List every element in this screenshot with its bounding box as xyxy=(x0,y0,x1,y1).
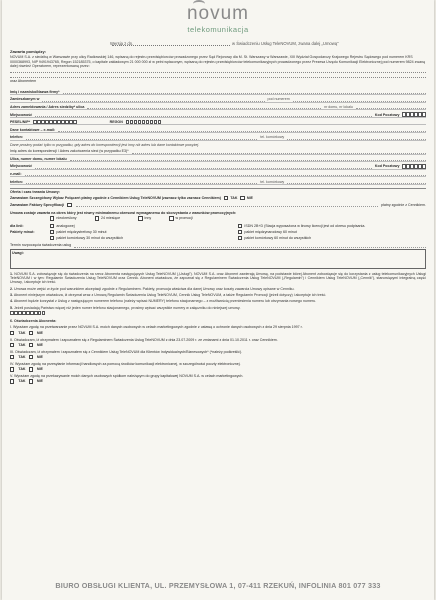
city-label: Miejscowość xyxy=(10,112,33,117)
consent-options xyxy=(10,331,426,335)
start-date-row xyxy=(10,240,426,248)
checkbox-icon[interactable] xyxy=(10,367,14,371)
analog-label: analogowej xyxy=(56,224,75,229)
yes-label: TAK xyxy=(18,367,26,372)
package-mobile-30[interactable] xyxy=(50,236,238,240)
clause-number: 2. xyxy=(10,286,13,291)
email-field[interactable] xyxy=(58,127,426,132)
checkbox-icon[interactable] xyxy=(50,236,54,240)
checkbox-icon[interactable] xyxy=(10,379,14,383)
corr-street-row xyxy=(10,155,426,163)
checkbox-icon[interactable] xyxy=(169,216,173,220)
corr-tel-field[interactable] xyxy=(26,179,257,184)
checkbox-icon[interactable] xyxy=(10,343,14,347)
contract-title: w Świadczeniu Usług TeleNOVUM, zwana dalej „Umową” xyxy=(232,41,339,46)
clauses-section xyxy=(10,272,426,384)
corr-city-row xyxy=(10,162,426,170)
consent-text: III. Oświadczam, iż otrzymałem i zapoznałem się z Cennikiem Usług TeleNOVUM dla Klientów Indywidualnych/Biznesowych* (*należy podkreślić). xyxy=(10,349,243,354)
no-label: NIE xyxy=(36,342,43,347)
consent-options xyxy=(10,367,426,371)
yes-label: TAK xyxy=(18,330,26,335)
no-label: NIE xyxy=(36,330,43,335)
clause-text: Umowa może wejść w życie pod warunkiem akceptacji zgodnie z Regulaminem. Pakiety, promocja właściwa dla danej Umowy oraz koszty zawarcia Umowy opisane w Cenniku. xyxy=(14,286,295,291)
term-options xyxy=(10,215,426,222)
corr-address-label: Imię adres do korespondencji / Adres zakończenia sieci (w przypadku E3)* xyxy=(10,149,129,154)
clause-number: 3. xyxy=(10,292,13,297)
package-intercity[interactable] xyxy=(50,230,238,234)
version-field[interactable] xyxy=(112,41,230,46)
clause-6 xyxy=(10,319,426,323)
term-24[interactable] xyxy=(95,216,121,220)
house-label: nr domu, nr lokalu xyxy=(324,104,353,109)
clause-text: Abonent niniejszym oświadcza, iż otrzymał wraz z Umową Regulamin Świadczenia Usług TeleNOVUM, Cennik Usług TeleNOVUM, a także Regulamin Promocji (jeżeli dotyczy) i akceptuje ich treść. xyxy=(13,292,327,297)
corr-street-field[interactable] xyxy=(70,156,426,161)
street-label: Ulica, numer domu, numer lokalu xyxy=(10,156,67,161)
checkbox-icon[interactable] xyxy=(50,216,54,220)
clause-text: Oświadczenia Abonenta: xyxy=(14,318,57,323)
package-international-label: pakiet międzynarodowy 60 minut xyxy=(244,229,297,234)
checkbox-icon[interactable] xyxy=(240,196,244,200)
consent-5 xyxy=(10,374,426,384)
clause-text: Abonent będzie korzystał z Usług z następującym numerem telefonu (należy wpisać NUMERY) telefonu stacjonarnego – z możliwością przeniesienia numeru lub otrzymania nowego numeru. xyxy=(13,299,317,304)
consent-2 xyxy=(10,338,426,348)
consent-1 xyxy=(10,325,426,335)
address-label: Adres zameldowania / Adres siedziby* ulica xyxy=(10,104,85,109)
checkbox-icon[interactable] xyxy=(29,367,33,371)
clause-5 xyxy=(10,306,426,310)
checkbox-icon[interactable] xyxy=(29,355,33,359)
name-field[interactable] xyxy=(63,89,426,94)
term-heading: Umowa zostaje zawarta na okres który jest równy minimalnemu okresowi wymaganemu do skorzystania z warunków promocyjnych: xyxy=(10,210,237,215)
checkbox-icon[interactable] xyxy=(67,203,71,207)
regon-boxes[interactable] xyxy=(126,120,161,124)
corr-phone-row xyxy=(10,177,426,185)
header xyxy=(2,0,434,38)
corr-postal-boxes[interactable] xyxy=(402,164,426,168)
checkbox-icon[interactable] xyxy=(238,236,242,240)
corr-postal-label: Kod Pocztowy xyxy=(374,164,400,169)
package-mobile-30-label: pakiet komórkowy 30 minut do wszystkich xyxy=(56,235,124,240)
checkbox-icon[interactable] xyxy=(238,224,242,228)
checkbox-icon[interactable] xyxy=(138,216,142,220)
mobile-label: tel. komórkowy xyxy=(260,135,285,140)
contract-page xyxy=(2,0,434,600)
footer-address: BIURO OBSŁUGI KLIENTA, UL. PRZEMYSŁOWA 1, 07-411 RZEKUŃ, INFOLINIA 801 077 333 xyxy=(55,581,381,590)
clause-1 xyxy=(10,272,426,285)
clause-number: 1. xyxy=(10,271,13,276)
itemized-bill-row xyxy=(10,195,426,202)
consent-3 xyxy=(10,350,426,360)
package-intercity-label: pakiet międzystrefowy 30 minut xyxy=(56,229,107,234)
line-type-label: dla linii: xyxy=(10,224,24,228)
term-24-label: 24 miesiące xyxy=(100,216,121,221)
street-field[interactable] xyxy=(87,104,321,109)
term-other-label: inny xyxy=(144,216,152,221)
corr-city-label: Miejscowość xyxy=(10,164,33,169)
correspondence-instruction: Dane prosimy podać tylko w przypadku, gdy adres do korespondencji jest inny niż adres lub dane kontaktowe powyżej. xyxy=(10,142,200,147)
yes-label: TAK xyxy=(18,342,26,347)
start-date-label: Termin rozpoczęcia świadczenia usług xyxy=(10,243,72,248)
representative-field-2[interactable] xyxy=(10,74,426,78)
clause-3 xyxy=(10,293,426,297)
checkbox-icon[interactable] xyxy=(10,355,14,359)
clause-text: Jeżeli posiadają Państwo więcej niż jeden numer telefonu stacjonarnego, prosimy wpisać wszystkie numery w załączniku do niniejszej umowy. xyxy=(14,305,241,310)
offer-section xyxy=(10,188,426,269)
corr-mobile-label: tel. komórkowy xyxy=(260,179,285,184)
term-other[interactable] xyxy=(138,216,151,220)
no-label: NIE xyxy=(36,379,43,384)
logo-arc-icon xyxy=(193,0,205,8)
package-label-2 xyxy=(10,236,50,240)
pesel-label: PESEL/NIP* xyxy=(10,120,31,125)
itemized-no[interactable] xyxy=(240,196,252,200)
phone-number-boxes[interactable] xyxy=(10,311,45,315)
postal-code-boxes[interactable] xyxy=(402,112,426,116)
package-mobile-60[interactable] xyxy=(238,236,426,240)
logo-tagline: telekomunikacja xyxy=(187,25,249,34)
corr-email-label: e-mail: xyxy=(10,172,22,177)
yes-label: TAK xyxy=(230,196,238,201)
consent-options xyxy=(10,379,426,383)
checkbox-icon[interactable] xyxy=(29,331,33,335)
corr-email-field[interactable] xyxy=(25,171,426,176)
itemized-bill-label: Zamawiam Szczegółowy Wykaz Połączeń płatny zgodnie z Cennikiem Usług TeleNOVUM (zaznacz tylko zaznacz Cennikiem) xyxy=(10,196,221,201)
phone-row xyxy=(10,133,426,141)
corr-address-field[interactable] xyxy=(132,149,426,154)
number-label: pod numerem xyxy=(267,97,290,102)
contact-label: Dane kontaktowe – e-mail: xyxy=(10,127,56,132)
checkbox-icon[interactable] xyxy=(95,216,99,220)
checkbox-icon[interactable] xyxy=(29,343,33,347)
clause-number: 4. xyxy=(10,299,13,304)
yes-label: TAK xyxy=(18,355,26,360)
checkbox-icon[interactable] xyxy=(50,224,54,228)
consent-options xyxy=(10,355,426,359)
mobile-field[interactable] xyxy=(287,135,426,140)
consent-4 xyxy=(10,362,426,372)
checkbox-icon[interactable] xyxy=(238,230,242,234)
invoice-row xyxy=(10,202,426,209)
offer-heading: Oferta i czas trwania Umowy: xyxy=(10,190,60,195)
logo-text: novum xyxy=(186,3,250,24)
tel-label: telefon: xyxy=(10,135,23,140)
notes-box[interactable] xyxy=(10,249,426,269)
term-promo-label: w promocji xyxy=(175,216,193,221)
no-label: NIE xyxy=(246,196,253,201)
name-row xyxy=(10,87,426,95)
pesel-row xyxy=(10,118,426,126)
party-intro: Zawarta pomiędzy: xyxy=(10,49,47,54)
isdn-label: ISDN 2B+D (Stacja wyposażona w linowy licencji jest od okresu podpisania. xyxy=(244,224,366,229)
corr-city-field[interactable] xyxy=(35,164,372,169)
notes-label: Uwagi: xyxy=(12,250,24,255)
contact-row xyxy=(10,125,426,133)
form-content xyxy=(10,50,426,384)
residence-row xyxy=(10,95,426,103)
itemized-yes[interactable] xyxy=(224,196,238,200)
invoice-field[interactable] xyxy=(76,203,379,207)
no-label: NIE xyxy=(36,355,43,360)
term-indefinite[interactable] xyxy=(50,216,77,220)
checkbox-icon[interactable] xyxy=(50,230,54,234)
checkbox-icon[interactable] xyxy=(10,331,14,335)
regon-label: REGON xyxy=(109,120,123,125)
analog-option[interactable] xyxy=(50,224,238,228)
corr-tel-label: telefon: xyxy=(10,179,23,184)
clause-2 xyxy=(10,287,426,291)
start-date-field[interactable] xyxy=(74,243,426,248)
address-row xyxy=(10,103,426,111)
residence-label: Zamieszkanym w xyxy=(10,97,40,102)
clause-number: 6. xyxy=(10,318,13,323)
novum-logo xyxy=(187,4,249,23)
yes-label: TAK xyxy=(18,379,26,384)
tel-field[interactable] xyxy=(26,135,257,140)
clause-number: 5. xyxy=(10,305,13,310)
and-subscriber-label: oraz Abonentem xyxy=(10,79,37,84)
package-label: Pakiety minut: xyxy=(10,229,35,234)
version-label: Wersja z dn. xyxy=(110,41,134,46)
number-field[interactable] xyxy=(293,97,426,102)
house-field[interactable] xyxy=(356,104,426,109)
consent-text: V. Wyrażam zgodę na przekazywanie moich danych osobowych spółkom należącym do grupy kapitałowej NOVUM S.A. w celach marketingowych. xyxy=(10,374,244,379)
corr-email-row xyxy=(10,170,426,178)
consent-text: I. Wyrażam zgodę na przetwarzanie przez NOVUM S.A. moich danych osobowych w celach marketingowych zgodnie z ustawą o ochronie danych osobowych z dnia 29 sierpnia 1997 r. xyxy=(10,325,303,330)
package-mobile-60-label: pakiet komórkowy 60 minut do wszystkich xyxy=(244,235,312,240)
consent-text: IV. Wyrażam zgodę na przesyłanie informacji handlowych za pomocą środków komunikacji elektronicznej, w szczególności poczty elektronicznej. xyxy=(10,361,241,366)
company-description: NOVUM S.A. z siedzibą w Warszawie przy ulicy Radiowskiej 146, wpisaną do rejestru przedsiębiorców prowadzonego przez Sąd Rejonowy dla M. St. Warszawy w Warszawie, XIII Wydział Gospodarczy Krajowego Rejestru Sądowego pod numerem KRS 0000368993, NIP 9491943765, Regon 152185375, o kapitale zakładowym 21 000 000 zł w pełni wpłaconym, wpisaną do rejestru przedsiębiorców telekomunikacyjnych prowadzonego przez Prezesa Urzędu Komunikacji Elektronicznej pod numerem 9824 zwaną dalej również Operatorem, reprezentowaną przez: xyxy=(10,55,426,68)
residence-field[interactable] xyxy=(42,97,264,102)
consent-options xyxy=(10,343,426,347)
invoice-label: Zamawiam Faktury Specyfikacji xyxy=(10,203,65,208)
clause-text: NOVUM S.A. zobowiązuje się do świadczenia na rzecz Abonenta następujących Usług TeleNOVUM („Usługi”). NOVUM S.A. oraz Abonent zawierają Umowę, na podstawie której Abonent zobowiązuje się do korzystania z usług telekomunikacyjnych Usługi TeleNOVUM i w tym: Regulamin Świadczenia Usług TeleNOVUM oraz Cennik. Abonent oświadcza, że zapoznał się z Regulaminem Świadczenia Usług TeleNOVUM („Regulamin”) i Cennikiem Usług TeleNOVUM („Cennik”), stanowiącymi integralną część Umowy, i akceptuje ich treść. xyxy=(10,271,427,285)
term-promo[interactable] xyxy=(169,216,193,220)
package-international[interactable] xyxy=(238,230,426,234)
corr-mobile-field[interactable] xyxy=(287,179,426,184)
consent-text: II. Oświadczam, iż otrzymałem i zapoznałem się z Regulaminem Świadczenia Usług TeleNOVUM z dnia 23.07.2009 r. ze zmianami z dnia 01.10.2011 r. oraz Cennikiem. xyxy=(10,337,278,342)
postal-label: Kod Pocztowy xyxy=(374,112,400,117)
representative-field[interactable] xyxy=(10,69,426,73)
no-label: NIE xyxy=(36,367,43,372)
checkbox-icon[interactable] xyxy=(29,379,33,383)
isdn-option[interactable] xyxy=(238,224,426,228)
corr-address-row xyxy=(10,147,426,155)
term-indefinite-label: nieokreślony xyxy=(56,216,77,221)
invoice-suffix: płatny zgodnie z Cennikiem. xyxy=(381,203,426,208)
name-label: Imię i nazwisko/Nazwa firmy* xyxy=(10,89,60,94)
city-field[interactable] xyxy=(35,112,372,117)
line-package-grid xyxy=(10,224,426,240)
pesel-boxes[interactable] xyxy=(33,120,76,124)
city-row xyxy=(10,110,426,118)
contract-version-line xyxy=(2,40,434,49)
subscriber-section xyxy=(10,87,426,184)
clause-4 xyxy=(10,299,426,303)
checkbox-icon[interactable] xyxy=(224,196,228,200)
